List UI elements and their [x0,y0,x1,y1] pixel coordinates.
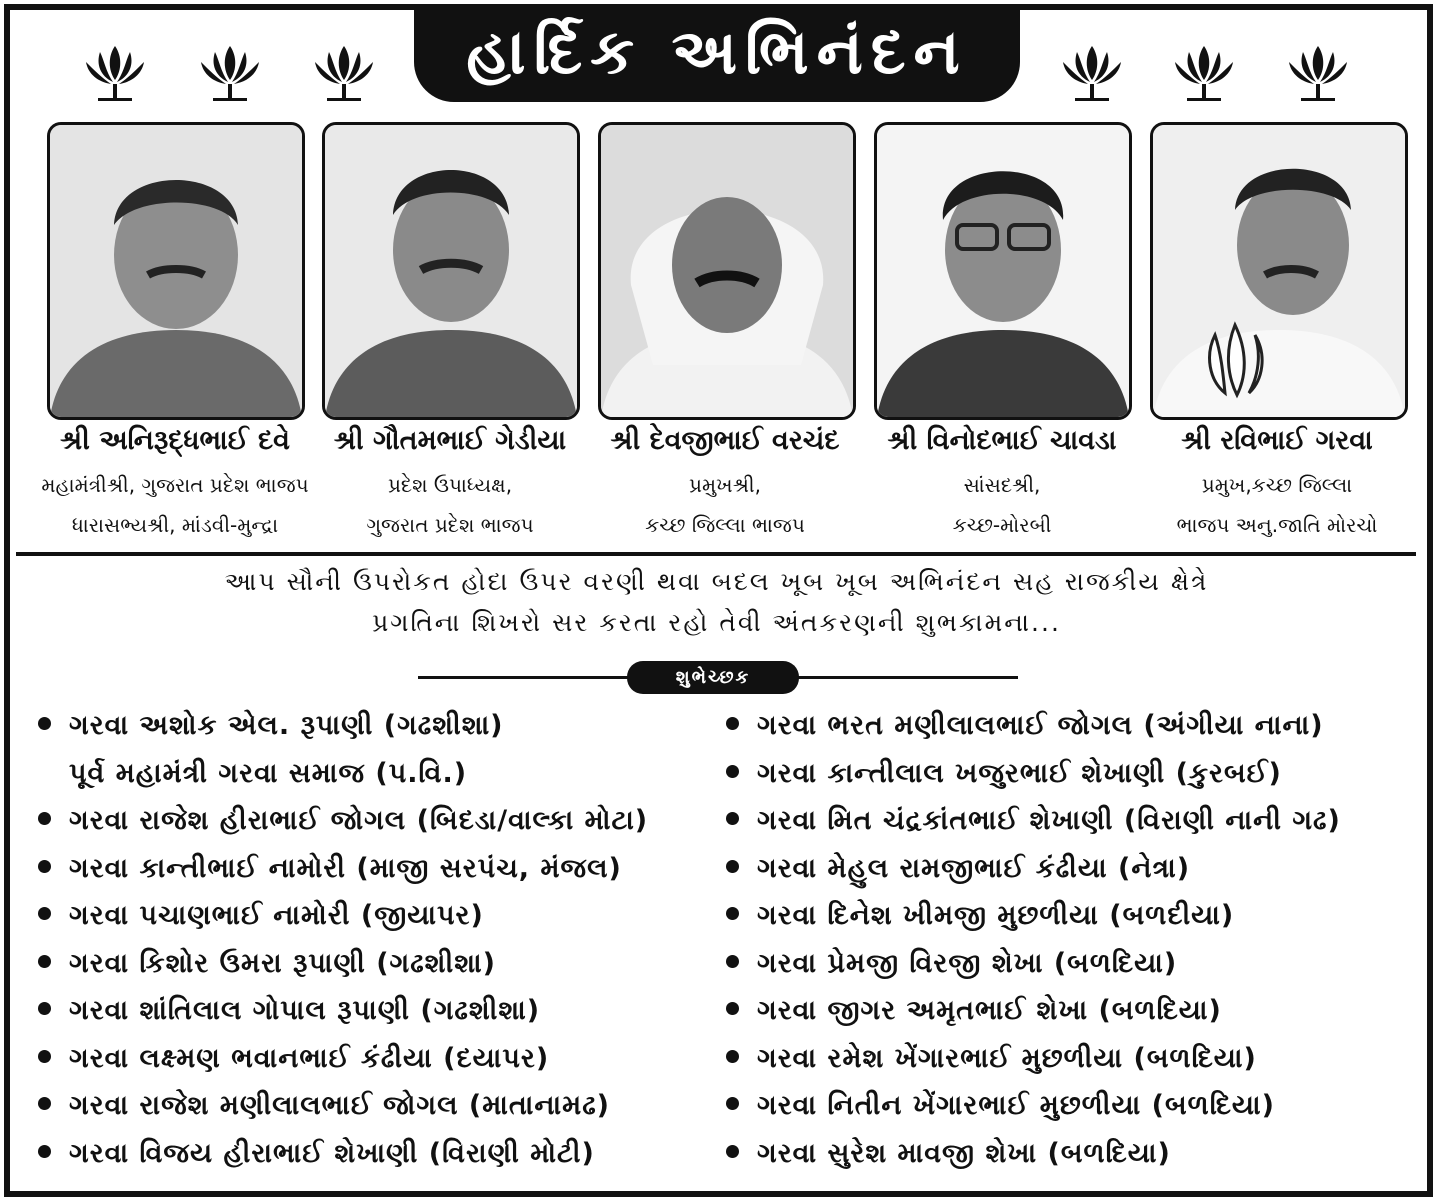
portrait-photo [874,122,1132,420]
list-item: ગરવા કિશોર ઉમરા રૂપાણી (ગઢશીશા) [38,940,648,988]
bullet-icon [38,1145,51,1158]
bullet-icon [38,812,51,825]
leader-role: સાંસદશ્રી, [963,473,1041,497]
bullet-icon [726,765,739,778]
congratulation-message: પ્રગતિના શિખરો સર કરતા રહો તેવી અંતકરણની શુભકામના... [372,608,1061,637]
header-banner [414,6,1020,102]
leader-name: શ્રી ગૌતમભાઈ ગેડીયા [333,425,567,456]
bullet-icon [726,1145,739,1158]
portrait-photo [1150,122,1408,420]
lotus-icon [1057,38,1127,106]
list-item: ગરવા લક્ષ્મણ ભવાનભાઈ કંઢીયા (દયાપર) [38,1035,648,1083]
list-item: ગરવા પચાણભાઈ નામોરી (જીયાપર) [38,892,648,940]
well-wishers-left-column [38,702,648,1177]
list-item: ગરવા કાન્તીભાઈ નામોરી (માજી સરપંચ, મંજલ) [38,845,648,893]
list-item: ગરવા રમેશ ખેંગારભાઈ મુછળીયા (બળદિયા) [726,1035,1341,1083]
bullet-icon [726,1002,739,1015]
bullet-icon [38,1097,51,1110]
portrait-photo [598,122,856,420]
list-item: ગરવા વિજય હીરાભાઈ શેખાણી (વિરાણી મોટી) [38,1130,648,1178]
bullet-icon [38,1050,51,1063]
list-item: ગરવા કાન્તીલાલ ખજુરભાઈ શેખાણી (કુરબઈ) [726,750,1341,798]
leader-name: શ્રી અનિરૂદ્ધભાઈ દવે [60,425,290,456]
page-title: હાર્દિક અભિનંદન [466,15,968,88]
bullet-icon [726,717,739,730]
leader-role: પ્રમુખ,કચ્છ જિલ્લા [1201,473,1353,497]
leader-role: પ્રદેશ ઉપાધ્યક્ષ, [387,473,513,497]
list-item: ગરવા મેહુલ રામજીભાઈ કંઢીયા (નેત્રા) [726,845,1341,893]
leader-name: શ્રી વિનોદભાઈ ચાવડા [887,425,1117,456]
bullet-icon [726,907,739,920]
lotus-icon [1283,38,1353,106]
leader-role: ભાજપ અનુ.જાતિ મોરચો [1176,513,1378,537]
leader-role: ગુજરાત પ્રદેશ ભાજપ [366,513,534,537]
lotus-icon [1169,38,1239,106]
leader-role: મહામંત્રીશ્રી, ગુજરાત પ્રદેશ ભાજપ [41,473,309,497]
leader-role: પ્રમુખશ્રી, [689,473,761,497]
bullet-icon [726,1097,739,1110]
leader-name: શ્રી રવિભાઈ ગરવા [1181,425,1373,456]
list-item: ગરવા રાજેશ હીરાભાઈ જોગલ (બિદડા/વાલ્કા મોટા) [38,797,648,845]
bullet-icon [38,907,51,920]
portrait-photo [47,122,305,420]
bullet-icon [726,955,739,968]
well-wishers-right-column [726,702,1341,1177]
section-divider [16,552,1416,556]
bullet-icon [38,860,51,873]
list-item: ગરવા નિતીન ખેંગારભાઈ મુછળીયા (બળદિયા) [726,1082,1341,1130]
lotus-icon [80,38,150,106]
portrait-photo [322,122,580,420]
bullet-icon [726,812,739,825]
list-item: ગરવા જીગર અમૃતભાઈ શેખા (બળદિયા) [726,987,1341,1035]
list-item: ગરવા દિનેશ ખીમજી મુછળીયા (બળદીયા) [726,892,1341,940]
list-item: ગરવા અશોક એલ. રૂપાણી (ગઢશીશા) [38,702,648,750]
bullet-icon [726,1050,739,1063]
list-item: ગરવા રાજેશ મણીલાલભાઈ જોગલ (માતાનામઢ) [38,1082,648,1130]
bullet-icon [726,860,739,873]
congratulation-message: આપ સૌની ઉપરોકત હોદા ઉપર વરણી થવા બદલ ખૂબ ખૂબ અભિનંદન સહ રાજકીય ક્ષેત્રે [224,567,1209,596]
bullet-icon [38,955,51,968]
list-item: ગરવા શાંતિલાલ ગોપાલ રૂપાણી (ગઢશીશા) [38,987,648,1035]
list-item: ગરવા સુરેશ માવજી શેખા (બળદિયા) [726,1130,1341,1178]
list-item: ગરવા મિત ચંદ્રકાંતભાઈ શેખાણી (વિરાણી નાની ગઢ) [726,797,1341,845]
lotus-icon [195,38,265,106]
list-item: પૂર્વ મહામંત્રી ગરવા સમાજ (પ.વિ.) [69,757,468,789]
well-wishers-label: શુભેચ્છક [627,661,799,694]
list-item: ગરવા પ્રેમજી વિરજી શેખા (બળદિયા) [726,940,1341,988]
list-item: ગરવા ભરત મણીલાલભાઈ જોગલ (અંગીયા નાના) [726,702,1341,750]
bullet-icon [38,1002,51,1015]
lotus-icon [309,38,379,106]
leader-role: કચ્છ-મોરબી [952,513,1052,537]
leader-role: ધારાસભ્યશ્રી, માંડવી-મુન્દ્રા [71,513,279,537]
leader-name: શ્રી દેવજીભાઈ વરચંદ [610,425,840,456]
leader-role: કચ્છ જિલ્લા ભાજપ [645,513,805,537]
bullet-icon [38,717,51,730]
